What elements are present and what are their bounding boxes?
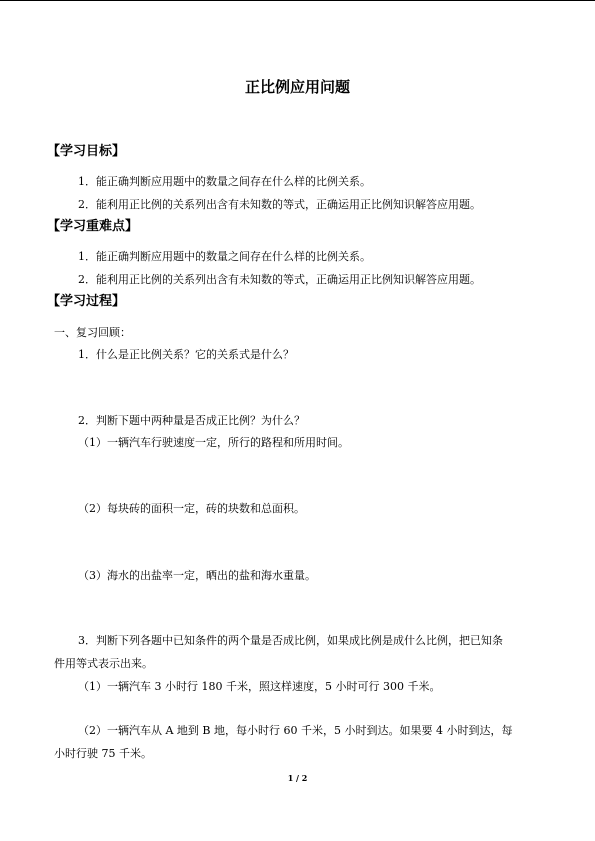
- section-heading-key-points: 【学习重难点】: [47, 219, 139, 234]
- objective-item-1: 1．能正确判断应用题中的数量之间存在什么样的比例关系。: [78, 175, 371, 188]
- objective-item-2: 2．能利用正比例的关系列出含有未知数的等式，正确运用正比例知识解答应用题。: [78, 198, 481, 211]
- question-3-part-2-line-2: 小时行驶 75 千米。: [54, 747, 152, 760]
- question-3-line-2: 件用等式表示出来。: [54, 657, 153, 670]
- question-1: 1．什么是正比例关系？它的关系式是什么？: [78, 348, 294, 361]
- part-review-label: 一、复习回顾：: [54, 326, 131, 339]
- page-number: 1 / 2: [287, 773, 308, 783]
- question-2-part-2: （2）每块砖的面积一定，砖的块数和总面积。: [78, 502, 305, 515]
- question-3-part-1: （1）一辆汽车 3 小时行 180 千米，照这样速度，5 小时可行 300 千米。: [78, 680, 441, 693]
- section-heading-objectives: 【学习目标】: [47, 144, 126, 159]
- question-2: 2．判断下题中两种量是否成正比例？为什么？: [78, 414, 305, 427]
- question-2-part-1: （1）一辆汽车行驶速度一定，所行的路程和所用时间。: [78, 436, 349, 449]
- page-title: 正比例应用问题: [244, 78, 350, 96]
- key-point-item-1: 1．能正确判断应用题中的数量之间存在什么样的比例关系。: [78, 250, 371, 263]
- key-point-item-2: 2．能利用正比例的关系列出含有未知数的等式，正确运用正比例知识解答应用题。: [78, 273, 481, 286]
- question-3-part-2-line-1: （2）一辆汽车从 A 地到 B 地，每小时行 60 千米，5 小时到达。如果要 4 小时到达，每: [78, 724, 513, 737]
- question-3-line-1: 3．判断下列各题中已知条件的两个量是否成比例，如果成比例是成什么比例，把已知条: [78, 634, 503, 647]
- header-rule: [0, 0, 595, 1]
- question-2-part-3: （3）海水的出盐率一定，晒出的盐和海水重量。: [78, 569, 316, 582]
- section-heading-process: 【学习过程】: [47, 294, 126, 309]
